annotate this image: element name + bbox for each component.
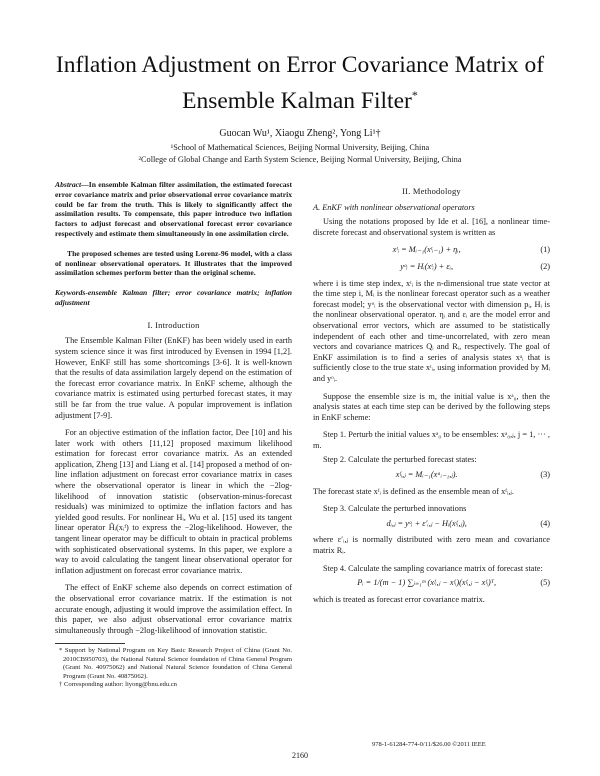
intro-paragraph-1: The Ensemble Kalman Filter (EnKF) has been widely used in earth system science since it was first introduced by Evensen in 1994 [1,2]. However, EnKF still has some shortcomings [3-6]. It is well-known that the results of data assimilation largely depend on the estimation of the forecast error covariance matrix. In EnKF scheme, although the covariance matrix is estimated using perturbed forecast states, it may still be far from the true value. A popular improvement is inflation adjustment [7-9].	[55, 336, 292, 420]
step-4-note: which is treated as forecast error covariance matrix.	[313, 594, 485, 604]
equation-3: xᶠᵢ,ⱼ = Mᵢ₋₁(xᵃᵢ₋₁,ⱼ). (3)	[395, 470, 550, 480]
section-heading-methodology: II. Methodology	[402, 186, 461, 196]
equation-number: (3)	[540, 470, 550, 480]
method-paragraph-1: Using the notations proposed by Ide et al. [16], a nonlinear time-discrete forecast and observational system is written as	[313, 217, 550, 237]
equation-1: xᵗᵢ = Mᵢ₋₁(xᵗᵢ₋₁) + ηᵢ, (1)	[392, 245, 550, 255]
equation-2: yᵒᵢ = Hᵢ(xᵗᵢ) + εᵢ, (2)	[400, 261, 550, 271]
method-paragraph-3: Suppose the ensemble size is m, the initial value is xᵃ₀, then the analysis states at each time step can be derived by the following steps in EnKF scheme:	[313, 391, 550, 422]
section-heading-introduction: I. Introduction	[147, 319, 200, 330]
page-number: 2160	[292, 751, 308, 760]
isbn-line: 978-1-61284-774-0/11/$26.00 ©2011 IEEE	[372, 741, 486, 748]
step-3-note: where ε′ᵢ,ⱼ is normally distributed with zero mean and covariance matrix Rᵢ.	[313, 535, 550, 556]
equation-number: (2)	[540, 261, 550, 271]
footnote-corresponding-author: † Corresponding author: liyong@bnu.edu.cn	[59, 681, 177, 689]
intro-paragraph-2: For an objective estimation of the inflation factor, Dee [10] and his later work with others [11,12] proposed maximum likelihood estimation for forecast error covariance matrix. As an extended application, Zheng [13] and Liang et al. [14] proposed a method of on-line inflation adjustment on forecast error covariance matrix in cases where the observational operator is linear in which the −2log-likelihood of innovation statistic (observation-minus-forecast residuals) was minimized to optimize the inflation factors and has yielded good results. For nonlinear Hᵢ, Wu et al. [15] used its tangent linear operator Ĥᵢ(xᵢᶠ) to express the −2log-likelihood. However, the tangent linear operator may be difficult to obtain in practical problems with sophisticated observational systems. In this paper, we explore a way to avoid calculating the tangent linear observational operator for inflation adjustment on forecast error covariance matrix.	[55, 428, 292, 575]
step-2: Step 2. Calculate the perturbed forecast states:	[323, 455, 477, 465]
paper-title: Inflation Adjustment on Error Covariance Matrix of Ensemble Kalman Filter*	[55, 52, 545, 114]
keywords: Keywords-ensemble Kalman filter; error covariance matrix; inflation adjustment	[55, 288, 292, 307]
abstract-text-2: The proposed schemes are tested using Lorenz-96 model, with a class of nonlinear observational operators. It illustrates that the improved assimilation schemes perform better than the original scheme.	[55, 248, 292, 278]
abstract	[55, 180, 292, 278]
equation-number: (5)	[540, 578, 550, 588]
equation-5: Pᵢ = 1/(m − 1) ∑ⱼ₌₁ᵐ (xᶠᵢ,ⱼ − xᶠᵢ)(xᶠᵢ,ⱼ − xᶠᵢ)ᵀ, (5)	[357, 578, 550, 588]
abstract-text: —In ensemble Kalman filter assimilation, the estimated forecast error covariance matrix and prior observational error covariance matrix could be far from the truth. This is likely to significantly affect the assimilation results. To compensate, this paper introduce two inflation factors to adjust forecast and observational forecast error covariance respectively and estimate them simultaneously in one assimilation circle.	[55, 180, 292, 238]
step-1: Step 1. Perturb the initial values xᵃ₀ to be ensembles: xᵃ₀,ⱼ, j = 1, ··· , m.	[313, 430, 550, 450]
equation-4: dᵢ,ⱼ = yᵒᵢ + ε′ᵢ,ⱼ − Hᵢ(xᶠᵢ,ⱼ), (4)	[386, 518, 550, 528]
left-column	[55, 180, 292, 689]
authors: Guocan Wu¹, Xiaogu Zheng², Yong Li¹†	[219, 128, 381, 139]
right-column	[313, 180, 550, 612]
intro-paragraph-3: The effect of EnKF scheme also depends on correct estimation of the observational error covariance matrix. If the estimation is not accurate enough, adjusting it would improve the assimilation effect. In this paper, we also adjust observational error covariance matrix simultaneously through −2log-likelihood of innovation statistic.	[55, 583, 292, 635]
affiliations	[60, 142, 540, 166]
step-3: Step 3. Calculate the perturbed innovations	[323, 504, 467, 514]
affiliation-1: ¹School of Mathematical Sciences, Beijing Normal University, Beijing, China	[170, 143, 430, 152]
footnote-divider	[55, 643, 125, 644]
equation-number: (4)	[540, 518, 550, 528]
method-paragraph-2: where i is time step index, xᵗᵢ is the n-dimensional true state vector at the time step i, Mᵢ is the nonlinear forecast operator such as a weather forecast model; yᵒᵢ is the observational vector with dimension pᵢ, Hᵢ is the nonlinear observational operator. ηᵢ and εᵢ are the model error and observational error vectors, which are assumed to be statistically independent of each other and time-uncorrelated, with zero mean vectors and covariance matrices Qᵢ and Rᵢ, respectively. The goal of EnKF assimilation is to find a series of analysis states xᵃᵢ that is sufficiently close to the true state xᵗᵢ, using information provided by Mᵢ and yᵒᵢ.	[313, 278, 550, 383]
step-4: Step 4. Calculate the sampling covariance matrix of forecast state:	[323, 563, 543, 573]
affiliation-2: ²College of Global Change and Earth System Science, Beijing Normal University, Beijing, China	[138, 155, 462, 164]
title-footnote-mark: *	[411, 88, 418, 102]
step-2-note: The forecast state xᶠᵢ is defined as the ensemble mean of xᶠᵢ,ⱼ.	[313, 486, 514, 496]
abstract-label: Abstract	[55, 180, 82, 189]
equation-number: (1)	[540, 245, 550, 255]
subsection-heading: A. EnKF with nonlinear observational operators	[313, 202, 475, 212]
footnote-funding: * Support by National Program on Key Basic Research Project of China (Grant No. 2010CB950703), the National Natural Science foundation of China General Program (Grant No. 40975062) and National Natural Science foundation of China General Program (Grant No. 40875062).	[59, 647, 292, 680]
